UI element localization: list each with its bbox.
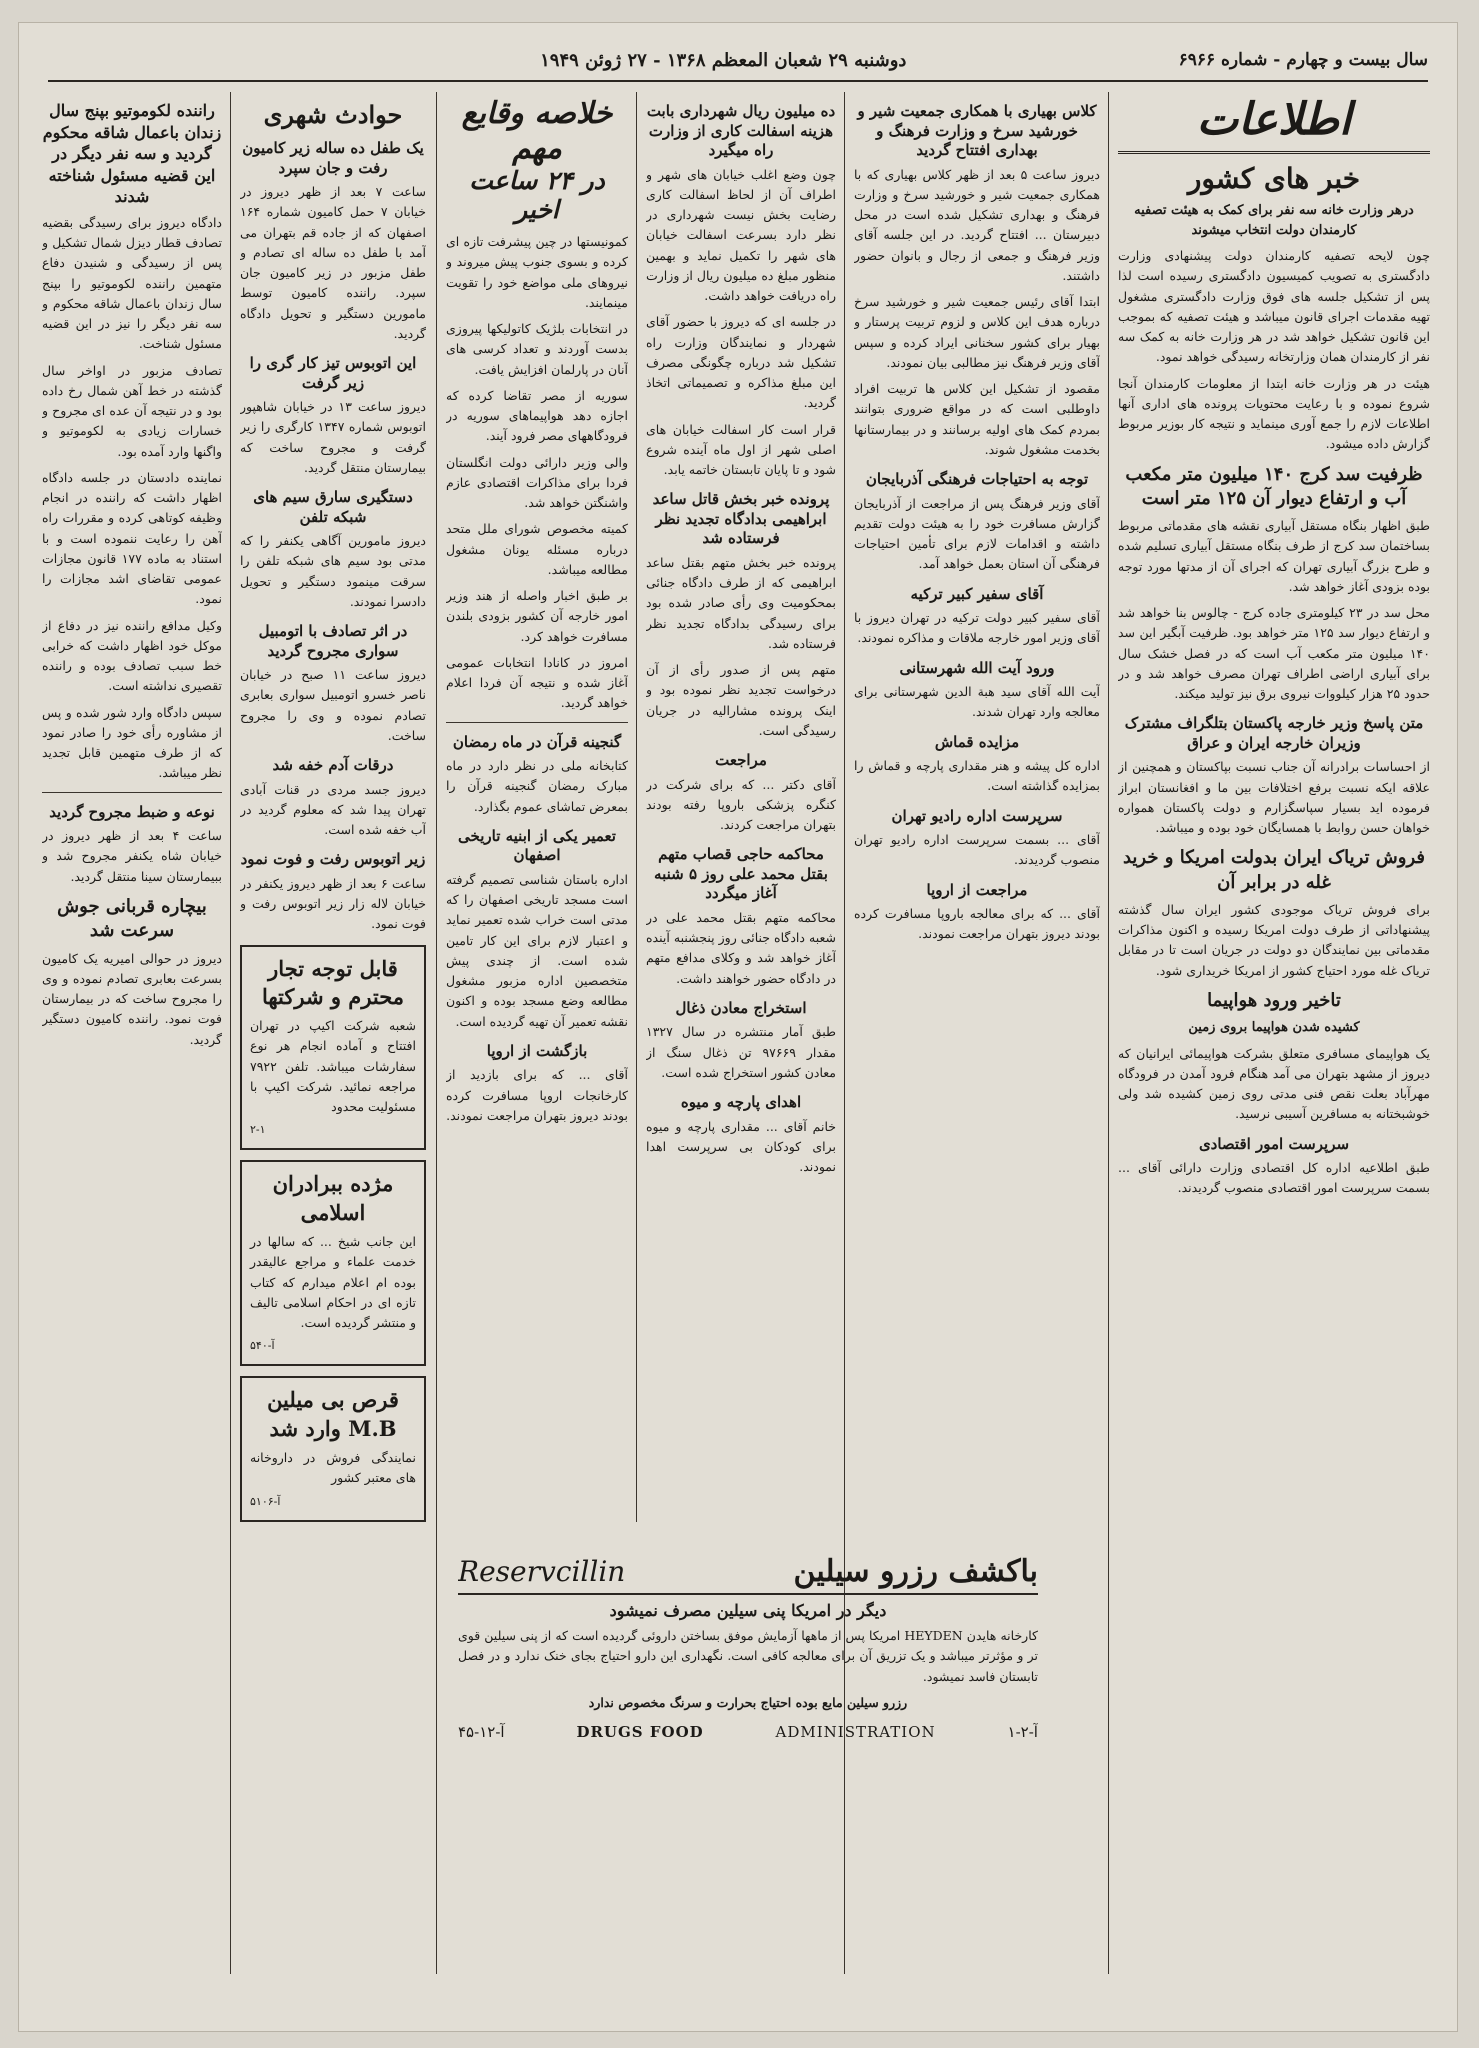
article-paragraph: هیئت در هر وزارت خانه ابتدا از معلومات کارمندان آنجا شروع نموده و با رعایت محتویات پرونده های اداری آنها اطلاعات لازم را جمع آوری مینماید و نتیجه کار بوزیر مربوط گزارش داده میشود.: [1118, 375, 1430, 452]
headline-nursing-class: کلاس بهیاری با همکاری جمعیت شیر و خورشید سرخ و وزارت فرهنگ و بهداری افتتاح گردید: [857, 102, 1097, 159]
ad-traders-text: شعبه شرکت اکیپ در تهران افتتاح و آماده انجام هر نوع سفارشات میباشد. تلفن ۷۹۲۲ مراجعه نمائید. شرکت اکیپ با مسئولیت محدود: [250, 1018, 416, 1115]
headline-coal: استخراج معادن ذغال: [675, 998, 807, 1017]
folio-date: دوشنبه ۲۹ شعبان المعظم ۱۳۶۸ - ۲۷ ژوئن ۱۹۴۹: [540, 49, 907, 71]
column-rule: [230, 92, 231, 1974]
article-paragraph: طبق آمار منتشره در سال ۱۳۲۷ مقدار ۹۷۶۶۹ تن ذغال سنگ از معادن کشور استخراج شده است.: [646, 1024, 836, 1080]
ad-box-islamic: [240, 1160, 426, 1366]
column-municipal: [646, 92, 836, 1522]
headline-opium-sale: فروش تریاک ایران بدولت امریکا و خرید غله در برابر آن: [1122, 847, 1426, 893]
article-paragraph: ساعت ۷ بعد از ظهر دیروز در خیابان ۷ حمل کامیون شماره ۱۶۴ اصفهان که از جاده قم بتهران می آمد با طفل ده ساله ای تصادم و طفل مزبور در زیر کامیون جان سپرد. راننده کامیون توسط مامورین دستگیر و تحویل دادگاه گردید.: [240, 184, 426, 341]
headline-city-events: حوادث شهری: [263, 100, 403, 129]
headline-return: مراجعت: [715, 751, 767, 769]
ad-stamp-a: آ-۱۲-۴۵: [458, 1723, 505, 1741]
article-paragraph: امروز در کانادا انتخابات عمومی آغاز شده و نتیجه آن فردا اعلام خواهد گردید.: [446, 654, 628, 711]
ad-box-mb: [240, 1376, 426, 1521]
headline-train-driver: راننده لکوموتیو بپنج سال زندان باعمال شاقه محکوم گردید و سه نفر دیگر در این قضیه مسئول شناخته شدند: [42, 101, 222, 207]
ad-stamp: آ-۵۱۰۶: [250, 1494, 281, 1508]
ad-title-persian: باکشف رزرو سیلین: [793, 1554, 1038, 1589]
headline-asphalt: ده میلیون ریال شهرداری بابت هزینه اسفالت کاری از وزارت راه میگیرد: [646, 102, 836, 159]
headline-wire-thief: دستگیری سارق سیم های شبکه تلفن: [253, 488, 413, 526]
headline-return-europe: مراجعت از اروپا: [926, 880, 1028, 899]
article-paragraph: اداره باستان شناسی تصمیم گرفته است مسجد تاریخی اصفهان را که مدتی است خراب شده تعمیر نماید و اعتبار لازم برای این کار تامین شده است. از چندی پیش متخصصین اداره مزبور مشغول مطالعه وضع مسجد بوده و اکنون نقشه تعمیر آن تهیه گردیده است.: [446, 871, 628, 1029]
article-paragraph: آیت الله آقای سید هبة الدین شهرستانی برای معالجه وارد تهران شدند.: [854, 684, 1100, 720]
article-paragraph: آقای وزیر فرهنگ پس از مراجعت از آذربایجان گزارش مسافرت خود را به هیئت دولت تقدیم داشته و اقدامات لازم برای تأمین احتیاجات فرهنگی آن استان بعمل خواهد آمد.: [854, 495, 1100, 572]
article-paragraph: دیروز مامورین آگاهی یکنفر را که مدتی بود سیم های شبکه تلفن را سرقت مینمود دستگیر و تحویل دادسرا نمودند.: [240, 533, 426, 609]
ad-islamic-text: این جانب شیخ ... که سالها در خدمت علماء و مراجع عالیقدر بوده ام اعلام میدارم که کتاب تازه ای در احکام اسلامی تالیف و منتشر گردیده است.: [250, 1234, 416, 1331]
headline-auction: مزایده قماش: [934, 732, 1020, 751]
headline-truck-accident: یک طفل ده ساله زیر کامیون رفت و جان سپرد: [242, 139, 424, 177]
article-paragraph: چون وضع اغلب خیابان های شهر و اطراف آن از لحاظ اسفالت کاری رضایت بخش نیست شهرداری در نظر دارد بسرعت اسفالت خیابان های شهر را تکمیل نماید و بهمین منظور مبلغ ده میلیون ریال از وزارت راه دریافت خواهد داشت.: [646, 166, 836, 303]
article-paragraph: قرار است کار اسفالت خیابان های اصلی شهر از اول ماه آینده شروع شود و تا پایان تابستان خاتمه یابد.: [646, 421, 836, 477]
article-paragraph: کمیته مخصوص شورای ملل متحد درباره مسئله یونان مشغول مطالعه میباشد.: [446, 521, 628, 577]
headline-bus-death: زیر اتوبوس رفت و فوت نمود: [240, 850, 426, 869]
masthead-title: اطلاعات: [1196, 94, 1352, 145]
article-paragraph: محل سد در ۲۳ کیلومتری جاده کرج - چالوس بنا خواهد شد و ارتفاع دیوار سد ۱۲۵ متر خواهد بود. ظرفیت آبگیر این سد ۱۴۰ میلیون متر مکعب آب است که در فصل خشک سال برای آبیاری اراضی اطراف تهران مصرف خواهد شد و در حدود ۲۵ هزار کیلووات نیروی برق نیز تولید میکند.: [1118, 605, 1430, 702]
article-paragraph: برای فروش تریاک موجودی کشور ایران سال گذشته پیشنهاداتی از طرف دولت امریکا رسیده و اکنون مذاکرات مقدماتی بین نمایندگان دو دولت در جریان است تا در مقابل تریاک غله مورد احتیاج کشور از امریکا خریداری شود.: [1118, 901, 1430, 978]
headline-national: خبر های کشور: [1187, 162, 1361, 195]
article-paragraph: طبق اظهار بنگاه مستقل آبیاری نقشه های مقدماتی مربوط بساختمان سد کرج از طرف بنگاه مستقل آبیاری تسلیم شده و طرح بزرگ آبیاری تهران که اجرای آن از مدتها مورد توجه بوده بزودی آغاز خواهد شد.: [1118, 518, 1430, 594]
column-rule: [636, 92, 637, 1522]
article-paragraph: آقای ... بسمت سرپرست اداره رادیو تهران منصوب گردیدند.: [854, 832, 1100, 868]
article-paragraph: بر طبق اخبار واصله از هند وزیر امور خارجه آن کشور بزودی بلندن مسافرت خواهد کرد.: [446, 588, 628, 644]
ad-note: رزرو سیلین مایع بوده احتیاج بحرارت و سرنگ مخصوص ندارد: [588, 1694, 908, 1710]
article-paragraph: در جلسه ای که دیروز با حضور آقای شهردار و نمایندگان وزارت راه تشکیل شد درباره چگونگی مصرف این مبلغ مذاکره و تصمیماتی اتخاذ گردید.: [646, 314, 836, 411]
article-paragraph: ساعت ۶ بعد از ظهر دیروز یکنفر در خیابان لاله زار زیر اتوبوس رفت و فوت نمود.: [240, 875, 426, 932]
article-paragraph: دیروز ساعت ۱۱ صبح در خیابان ناصر خسرو اتومبیل سواری بعابری تصادم نموده و وی را مجروح ساخت.: [240, 667, 426, 743]
article-paragraph: سپس دادگاه وارد شور شده و پس از مشاوره رأی خود را صادر نمود که از طرف متهمین قابل تجدید نظر میباشد.: [42, 704, 222, 781]
article-paragraph: وکیل مدافع راننده نیز در دفاع از موکل خود اظهار داشت که خرابی خط سبب تصادف بوده و راننده تقصیری نداشته است.: [42, 617, 222, 694]
article-paragraph: آقای ... که برای معالجه باروپا مسافرت کرده بودند دیروز بتهران مراجعت نمودند.: [854, 906, 1100, 942]
column-court: [42, 92, 222, 1974]
headline-quran: گنجینه قرآن در ماه رمضان: [452, 732, 622, 751]
article-paragraph: والی وزیر دارائی دولت انگلستان فردا برای مذاکرات اقتصادی عازم واشنگتن خواهد شد.: [446, 454, 628, 510]
ad-stamp-b: آ-۲-۱: [1007, 1723, 1038, 1741]
ad-stamp: ۲-۱: [250, 1123, 266, 1137]
headline-drowning: درقات آدم خفه شد: [272, 756, 394, 774]
article-paragraph: مقصود از تشکیل این کلاس ها تربیت افراد داوطلبی است که در مواقع ضروری بتوانند بمردم کمک های اولیه برسانند و در بیمارستانها بخدمت مشغول شوند.: [854, 381, 1100, 457]
headline-radio: سرپرست اداره رادیو تهران: [891, 806, 1063, 825]
summary-subtitle: در ۲۴ ساعت اخیر: [469, 166, 605, 224]
article-paragraph: خانم آقای ... مقداری پارچه و میوه برای کودکان بی سرپرست اهدا نمودند.: [646, 1118, 836, 1174]
divider: [446, 722, 628, 723]
article-paragraph: دیروز ساعت ۵ بعد از ظهر کلاس بهیاری که با همکاری جمعیت شیر و خورشید سرخ و وزارت فرهنگ و بهداری تشکیل شده است در محل دبیرستان ... افتتاح گردید. در این جلسه آقای وزیر فرهنگ و جمعی از رجال و بانوان حضور داشتند.: [854, 166, 1100, 283]
article-paragraph: دادگاه دیروز برای رسیدگی بقضیه تصادف قطار دیزل شمال تشکیل و پس از رسیدگی و شنیدن دفاع متهمین راننده لکوموتیو را بپنج سال زندان باعمال شاقه محکوم و سه نفر دیگر را نیز در این قضیه مسئول شناخت.: [42, 214, 222, 352]
ad-title-latin: Reservcillin: [458, 1555, 626, 1588]
ad-traders-title: قابل توجه تجار محترم و شرکتها: [261, 955, 405, 1009]
article-paragraph: اداره کل پیشه و هنر مقداری پارچه و قماش را بمزایده گذاشته است.: [854, 758, 1100, 794]
headline-bus: این اتوبوس تیز کار گری را زیر گرفت: [249, 354, 417, 392]
headline-azerbaijan: توجه به احتیاجات فرهنگی آذربایجان: [865, 470, 1089, 488]
article-paragraph: دیروز در حوالی امیریه یک کامیون بسرعت بعابری تصادم نموده و وی را مجروح ساخت که در بیمارستان فوت نمود. راننده کامیون دستگیر گردید.: [42, 950, 222, 1047]
article-paragraph: سوریه از مصر تقاضا کرده که اجازه دهد هواپیماهای سوریه در فرودگاههای مصر فرود آیند.: [446, 387, 628, 444]
divider: [42, 792, 222, 793]
article-paragraph: نماینده دادستان در جلسه دادگاه اظهار داشت که راننده در انجام وظیفه کوتاهی کرده و مقررات راه آهن را رعایت ننموده است و با استناد به ماده ۱۷۷ قانون مجازات عمومی تقاضای اشد مجازات را نمود.: [42, 469, 222, 607]
headline-isfahan: تعمیر یکی از ابنیه تاریخی اصفهان: [458, 826, 616, 865]
ad-body: کارخانه هایدن HEYDEN امریکا پس از ماهها آزمایش موفق بساختن داروئی گردیده است که از پنی سیلین قوی تر و مؤثرتر میباشد و یک تزریق آن برای معالجه کافی است. نگهداری این دارو احتیاج بجای خنک ندارد و در فصل تابستان فاسد نمیشود.: [458, 1628, 1038, 1684]
ad-brand: DRUGS FOOD: [576, 1723, 704, 1741]
column-summary: [446, 92, 628, 1522]
ad-footer: [458, 1723, 1038, 1741]
masthead: [1118, 92, 1430, 154]
article-paragraph: ساعت ۴ بعد از ظهر دیروز در خیابان شاه یکنفر مجروح شد و ببیمارستان سینا منتقل گردید.: [42, 828, 222, 884]
headline-plane-delay: تاخیر ورود هواپیما: [1207, 989, 1341, 1011]
headline-donation: اهدای پارچه و میوه: [680, 1093, 802, 1111]
column-rule: [436, 92, 437, 1974]
headline-turkey-ambassador: آقای سفیر کبیر ترکیه: [910, 584, 1044, 603]
article-paragraph: کمونیستها در چین پیشرفت تازه ای کرده و بسوی جنوب پیش میروند و نیروهای ملی مواضع خود را تقویت مینمایند.: [446, 234, 628, 310]
article-paragraph: از احساسات برادرانه آن جناب نسبت بپاکستان و همچنین از علاقه ایکه نسبت برفع اختلافات بین ما و افغانستان ابراز فرموده اید بسیار سپاسگزارم و دولت پاکستان همواره خواهان حسن روابط با همسایگان خود بوده و میباشد.: [1118, 759, 1430, 836]
headline-car-accident: در اثر تصادف با اتومبیل سواری مجروح گردید: [258, 622, 408, 660]
column-national-news: [1118, 92, 1430, 1974]
folio-line: [48, 40, 1428, 82]
subhead-purge: درهر وزارت خانه سه نفر برای کمک به هیئت تصفیه کارمندان دولت انتخاب میشوند: [1134, 203, 1414, 238]
headline-murder-case: پرونده خبر بخش قاتل ساعد ابراهیمی بدادگاه تجدید نظر فرستاده شد: [652, 490, 830, 548]
newspaper-page: [18, 22, 1458, 2032]
article-paragraph: متهم پس از صدور رأی از آن درخواست تجدید نظر نموده بود و اینک پرونده مشارالیه در جریان رسیدگی است.: [646, 662, 836, 738]
subhead-plane: کشیده شدن هواپیما بروی زمین: [1188, 1020, 1360, 1036]
ad-subtitle: دیگر در امریکا پنی سیلین مصرف نمیشود: [609, 1601, 887, 1620]
ad-mb-text: نمایندگی فروش در داروخانه های معتبر کشور: [250, 1450, 416, 1486]
article-paragraph: دیروز ساعت ۱۳ در خیابان شاهپور اتوبوس شماره ۱۳۴۷ کارگری را زیر گرفت و مجروح ساخت که بیمارستان منتقل گردید.: [240, 399, 426, 475]
article-paragraph: یک هواپیمای مسافری متعلق بشرکت هواپیمائی ایرانیان که دیروز از مشهد بتهران می آمد هنگام فرود آمدن در فرودگاه مهرآباد بعلت نقص فنی مدتی روی زمین کشیده شد ولی خوشبختانه به مسافرین آسیبی نرسید.: [1118, 1045, 1430, 1122]
folio-left: سال بیست و چهارم - شماره ۶۹۶۶: [1178, 50, 1428, 70]
article-paragraph: آقای دکتر ... که برای شرکت در کنگره پزشکی باروپا رفته بودند بتهران مراجعت کردند.: [646, 776, 836, 832]
headline-karaj-dam: ظرفیت سد کرج ۱۴۰ میلیون متر مکعب آب و ارتفاع دیوار آن ۱۲۵ متر است: [1125, 463, 1423, 509]
article-paragraph: پرونده خبر بخش متهم بقتل ساعد ابراهیمی که از طرف دادگاه جنائی بمحکومیت وی رأی صادر شده بود برای رسیدگی بدادگاه تجدید نظر فرستاده شد.: [646, 554, 836, 651]
summary-header: [446, 96, 628, 224]
column-city-events: [240, 92, 426, 1974]
article-paragraph: کتابخانه ملی در نظر دارد در ماه مبارک رمضان گنجینه قرآن را بمعرض تماشای عموم بگذارد.: [446, 758, 628, 814]
article-paragraph: دیروز جسد مردی در قنات آبادی تهران پیدا شد که معلوم گردید در آب خفه شده است.: [240, 781, 426, 837]
headline-economic: سرپرست امور اقتصادی: [1198, 1134, 1350, 1153]
headline-pakistan: متن پاسخ وزیر خارجه پاکستان بتلگراف مشترک وزیران خارجه ایران و عراق: [1124, 714, 1424, 752]
ad-stamp: آ-۵۴۰: [250, 1339, 275, 1353]
ad-reservcillin: [458, 1554, 1038, 1934]
article-paragraph: ابتدا آقای رئیس جمعیت شیر و خورشید سرخ درباره هدف این کلاس و لزوم تربیت پرستار و بهیار برای کشور سخنانی ایراد کرده و سپس آقای وزیر فرهنگ نیز مطالبی بیان نمودند.: [854, 294, 1100, 370]
ad-islamic-title: مژده ببرادران اسلامی: [272, 1171, 394, 1225]
ad-box-traders: [240, 945, 426, 1151]
ad-reservcillin-header: [458, 1554, 1038, 1595]
article-paragraph: محاکمه متهم بقتل محمد علی در شعبه دادگاه جنائی روز پنجشنبه آینده آغاز خواهد شد و وکلای مدافع متهم در دادگاه حضور خواهند داشت.: [646, 909, 836, 986]
headline-return-europe-2: بازگشت از اروپا: [486, 1041, 588, 1060]
summary-title: خلاصه وقایع مهم: [461, 96, 613, 166]
article-paragraph: چون لایحه تصفیه کارمندان دولت پیشنهادی وزارت دادگستری به تصویب کمیسیون دادگستری رسیده است لذا پس از تشکیل جلسه های فوق وزارت دادگستری مشغول تهیه مقدمات اجرای قانون میباشد و هیئت تصفیه که بموجب این قانون تشکیل خواهد شد در هر وزارت خانه به کمک سه نفر از کارمندان همان وزارتخانه رسیدگی خواهد نمود.: [1118, 248, 1430, 365]
headline-injured: نوعه و ضبط مجروح گردید: [49, 802, 215, 821]
article-paragraph: طبق اطلاعیه اداره کل اقتصادی وزارت دارائی آقای ... بسمت سرپرست امور اقتصادی منصوب گردیدند.: [1118, 1160, 1430, 1196]
article-paragraph: آقای ... که برای بازدید از کارخانجات اروپا مسافرت کرده بودند دیروز بتهران مراجعت نمودند.: [446, 1067, 628, 1123]
headline-speed-victim: بیچاره قربانی جوش سرعت شد: [57, 895, 207, 942]
article-paragraph: آقای سفیر کبیر دولت ترکیه در تهران دیروز با آقای وزیر امور خارجه ملاقات و مذاکره نمودند.: [854, 610, 1100, 646]
ad-admin: ADMINISTRATION: [775, 1723, 936, 1741]
headline-trial: محاکمه حاجی قصاب متهم بقتل محمد علی روز ۵ شنبه آغاز میگردد: [654, 845, 828, 903]
ad-mb-title: قرص بی میلین M.B وارد شد: [267, 1387, 399, 1441]
column-rule: [1108, 92, 1109, 1974]
headline-ayatollah: ورود آیت الله شهرستانی: [899, 658, 1055, 677]
article-paragraph: تصادف مزبور در اواخر سال گذشته در خط آهن شمال رخ داده بود و در نتیجه آن عده ای مجروح و خسارات زیادی به لکوموتیو و واگنها وارد آمده بود.: [42, 362, 222, 459]
article-paragraph: در انتخابات بلژیک کاتولیکها پیروزی بدست آوردند و تعداد کرسی های آنان در پارلمان افزایش یافت.: [446, 321, 628, 377]
